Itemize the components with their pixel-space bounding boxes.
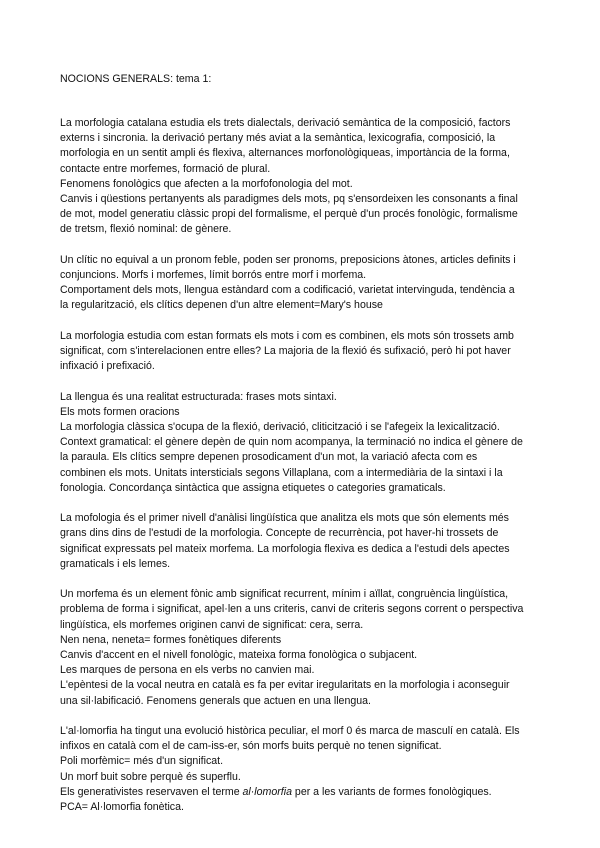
text-line: lingüística, els morfemes originen canvi de significat: cera, serra. [60,618,364,631]
text-line: PCA= Al·lomorfia fonètica. [60,801,184,814]
text-line: Poli morfèmic= més d'un significat. [60,755,224,768]
paragraph-5 [60,511,550,572]
text-line: La mofologia és el primer nivell d'anàlisi lingüística que analitza els mots que són elements més [60,512,509,525]
text-line: Canvis d'accent en el nivell fonològic, mateixa forma fonològica o subjacent. [60,649,418,662]
document-body [60,116,550,830]
text-line: significat, com s'interelacionen entre elles? La majoria de la flexió és sufixació, però hi pot haver [60,345,511,358]
text-line: combinen els mots. Unitats intersticials segons Villaplana, com a intermediària de la sintaxi i la [60,466,503,479]
text-line: de mot, model generatiu clàssic propi del formalisme, el perquè d'un procés fonològic, formalisme [60,208,518,221]
text-line: La morfologia catalana estudia els trets dialectals, derivació semàntica de la composició, factors [60,117,511,129]
text-line: Canvis i qüestions pertanyents als paradigmes dels mots, pq s'ensordeixen les consonants a final [60,193,518,206]
text-line: conjuncions. Morfs i morfemes, límit borrós entre morf i morfema. [60,269,367,282]
text-line: Un morfema és un element fònic amb significat recurrent, mínim i aïllat, congruència lingüística, [60,588,509,601]
text-line: significat expressats pel mateix morfema. La morfologia flexiva es dedica a l'estudi dels apectes [60,542,510,555]
text-line: Les marques de persona en els verbs no canvien mai. [60,664,315,677]
text-line: Els mots formen oracions [60,405,180,418]
text-line: fonologia. Concordança sintàctica que assigna etiquetes o categories gramaticals. [60,481,446,494]
text-line: La morfologia estudia com estan formats els mots i com es combinen, els mots són trossets amb [60,329,514,342]
text-line: problema de forma i significat, apel·len a uns criteris, canvi de criteris segons corrent o perspectiva [60,603,524,616]
text-line: Fenomens fonològics que afecten a la morfofonologia del mot. [60,177,353,190]
text-line: la regularització, els clítics depenen d'un altre element=Mary's house [60,299,383,312]
text-segment: Els generativistes reservaven el terme [60,785,243,798]
text-line: contacte entre morfemes, formació de plural. [60,162,271,175]
paragraph-7 [60,724,550,815]
paragraph-3 [60,329,550,375]
paragraph-4 [60,390,550,496]
paragraph-2 [60,253,550,314]
text-line: Un morf buit sobre perquè és superflu. [60,770,241,783]
text-line: infixos en català com el de cam-iss-er, són morfs buits perquè no tenen significat. [60,740,442,753]
text-line: Context gramatical: el gènere depèn de quin nom acompanya, la terminació no indica el gènere de [60,436,523,449]
text-line: la paraula. Els clítics sempre depenen prosodicament d'un mot, la variació afecta com es [60,451,478,464]
text-line: gramaticals i els lemes. [60,557,171,570]
text-segment: per a les variants de formes fonològiques. [291,785,492,798]
text-line: una sil·labificació. Fenomens generals que actuen en una llengua. [60,694,371,707]
text-line-with-italic [60,785,550,800]
text-line: L'epèntesi de la vocal neutra en català es fa per evitar iregularitats en la morfologia i aconseguir [60,679,510,692]
text-line: infixació i prefixació. [60,360,155,373]
text-line: Un clític no equival a un pronom feble, poden ser pronoms, preposicions àtones, articles definits i [60,253,516,266]
text-line: morfologia en un sentit ampli és flexiva, alternances morfonològiqueas, importància de la forma, [60,147,510,160]
text-line: grans dins dins de l'estudi de la morfologia. Concepte de recurrència, pot haver-hi trossets de [60,527,499,540]
text-line: externs i sincronia. la derivació pertany més aviat a la semàntica, lexicografia, composició, la [60,132,496,145]
text-line: La llengua és una realitat estructurada: frases mots sintaxi. [60,390,337,403]
paragraph-1 [60,116,550,238]
paragraph-6 [60,587,550,709]
document-title: NOCIONS GENERALS: tema 1: [60,73,212,85]
italic-term: al·lomorfia [242,785,292,798]
text-line: La morfologia clàssica s'ocupa de la flexió, derivació, cliticització i se l'afegeix la lexicalització. [60,421,500,434]
text-line: Nen nena, neneta= formes fonètiques diferents [60,633,282,646]
text-line: de tretsm, flexió nominal: de gènere. [60,223,232,236]
text-line: Comportament dels mots, llengua estàndard com a codificació, varietat intervinguda, tendència a [60,284,515,297]
text-line: L'al·lomorfia ha tingut una evolució històrica peculiar, el morf 0 és marca de masculí en català. Els [60,725,520,738]
